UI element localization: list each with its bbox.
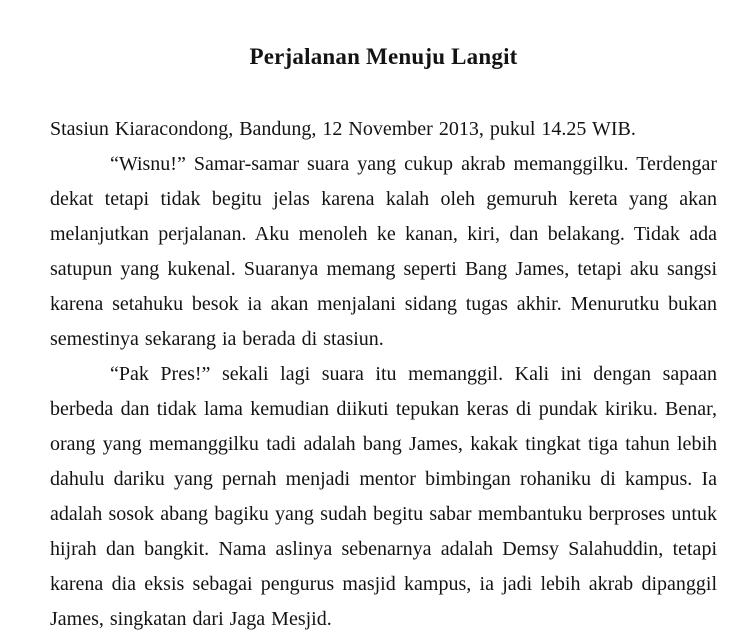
- text-line: adalah sosok abang bagiku yang sudah begitu sabar membantuku berproses untuk: [50, 503, 717, 525]
- paragraph: [50, 112, 717, 147]
- text-line: karena dia eksis sebagai pengurus masjid kampus, ia jadi lebih akrab dipanggil: [50, 573, 717, 595]
- paragraph: [50, 357, 717, 635]
- text-line: satupun yang kukenal. Suaranya memang seperti Bang James, tetapi aku sangsi: [50, 258, 717, 280]
- document-content: [50, 0, 717, 635]
- text-line: dekat tetapi tidak begitu jelas karena kalah oleh gemuruh kereta yang akan: [50, 188, 717, 210]
- text-line: berbeda dan tidak lama kemudian diikuti tepukan keras di pundak kiriku. Benar,: [50, 398, 717, 420]
- text-line: hijrah dan bangkit. Nama aslinya sebenarnya adalah Demsy Salahuddin, tetapi: [50, 538, 717, 560]
- text-line: dahulu dariku yang pernah menjadi mentor bimbingan rohaniku di kampus. Ia: [50, 468, 717, 490]
- text-line: orang yang memanggilku tadi adalah bang James, kakak tingkat tiga tahun lebih: [50, 433, 717, 455]
- text-line: semestinya sekarang ia berada di stasiun.: [50, 328, 384, 350]
- text-line: “Pak Pres!” sekali lagi suara itu memanggil. Kali ini dengan sapaan: [110, 363, 717, 385]
- document-body: [50, 112, 717, 635]
- text-line: Stasiun Kiaracondong, Bandung, 12 November 2013, pukul 14.25 WIB.: [50, 118, 636, 140]
- text-line: James, singkatan dari Jaga Mesjid.: [50, 608, 332, 630]
- text-line: “Wisnu!” Samar-samar suara yang cukup akrab memanggilku. Terdengar: [110, 153, 717, 175]
- text-line: melanjutkan perjalanan. Aku menoleh ke kanan, kiri, dan belakang. Tidak ada: [50, 223, 717, 245]
- paragraph: [50, 147, 717, 357]
- document-title: Perjalanan Menuju Langit: [249, 44, 518, 69]
- text-line: karena setahuku besok ia akan menjalani sidang tugas akhir. Menurutku bukan: [50, 293, 717, 315]
